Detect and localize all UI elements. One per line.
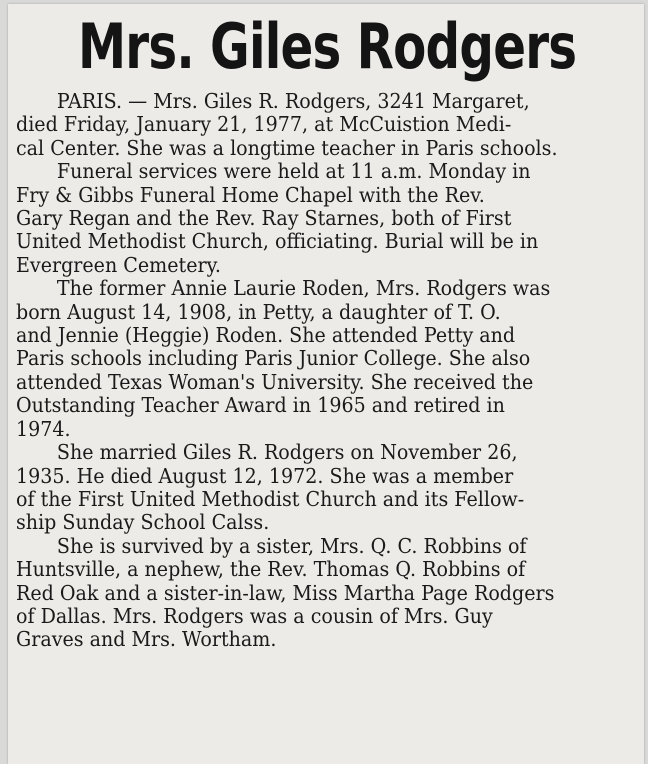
text-line: 1974.: [16, 416, 71, 441]
text-line: 1935. He died August 12, 1972. She was a member: [16, 463, 514, 488]
text-line: ship Sunday School Calss.: [16, 510, 270, 535]
paragraph-funeral: [16, 160, 636, 277]
text-line: of Dallas. Mrs. Rodgers was a cousin of Mrs. Guy: [16, 603, 493, 628]
text-line: She married Giles R. Rodgers on November 26,: [56, 440, 518, 465]
text-line: born August 14, 1908, in Petty, a daughter of T. O.: [16, 299, 501, 324]
text-line: Fry & Gibbs Funeral Home Chapel with the Rev.: [16, 182, 485, 207]
text-line: cal Center. She was a longtime teacher in Paris schools.: [16, 135, 558, 160]
text-line: Red Oak and a sister-in-law, Miss Martha Page Rodgers: [16, 580, 555, 605]
text-line: Evergreen Cemetery.: [16, 252, 221, 277]
newspaper-clipping: [8, 4, 644, 764]
obituary-body: [16, 90, 636, 652]
text-line: Paris schools including Paris Junior College. She also: [16, 346, 531, 371]
text-line: Gary Regan and the Rev. Ray Starnes, both of First: [16, 206, 512, 231]
text-line: Outstanding Teacher Award in 1965 and retired in: [16, 393, 505, 418]
paragraph-biography: [16, 277, 636, 441]
obituary-headline: Mrs. Giles Rodgers: [77, 10, 577, 83]
paragraph-death-notice: [16, 90, 636, 160]
text-line: and Jennie (Heggie) Roden. She attended Petty and: [16, 323, 516, 348]
text-line: attended Texas Woman's University. She received the: [16, 369, 534, 394]
text-line: Funeral services were held at 11 a.m. Monday in: [56, 159, 531, 184]
text-line: PARIS. — Mrs. Giles R. Rodgers, 3241 Margaret,: [56, 89, 530, 113]
text-line: Huntsville, a nephew, the Rev. Thomas Q. Robbins of: [16, 557, 526, 582]
text-line: She is survived by a sister, Mrs. Q. C. Robbins of: [56, 533, 527, 558]
text-line: died Friday, January 21, 1977, at McCuistion Medi-: [16, 112, 512, 137]
text-line: Graves and Mrs. Wortham.: [16, 627, 277, 652]
paragraph-survivors: [16, 535, 636, 652]
text-line: The former Annie Laurie Roden, Mrs. Rodgers was: [56, 276, 551, 301]
paragraph-marriage: [16, 441, 636, 535]
text-line: of the First United Methodist Church and its Fellow-: [16, 486, 525, 511]
text-line: United Methodist Church, officiating. Burial will be in: [16, 229, 539, 254]
